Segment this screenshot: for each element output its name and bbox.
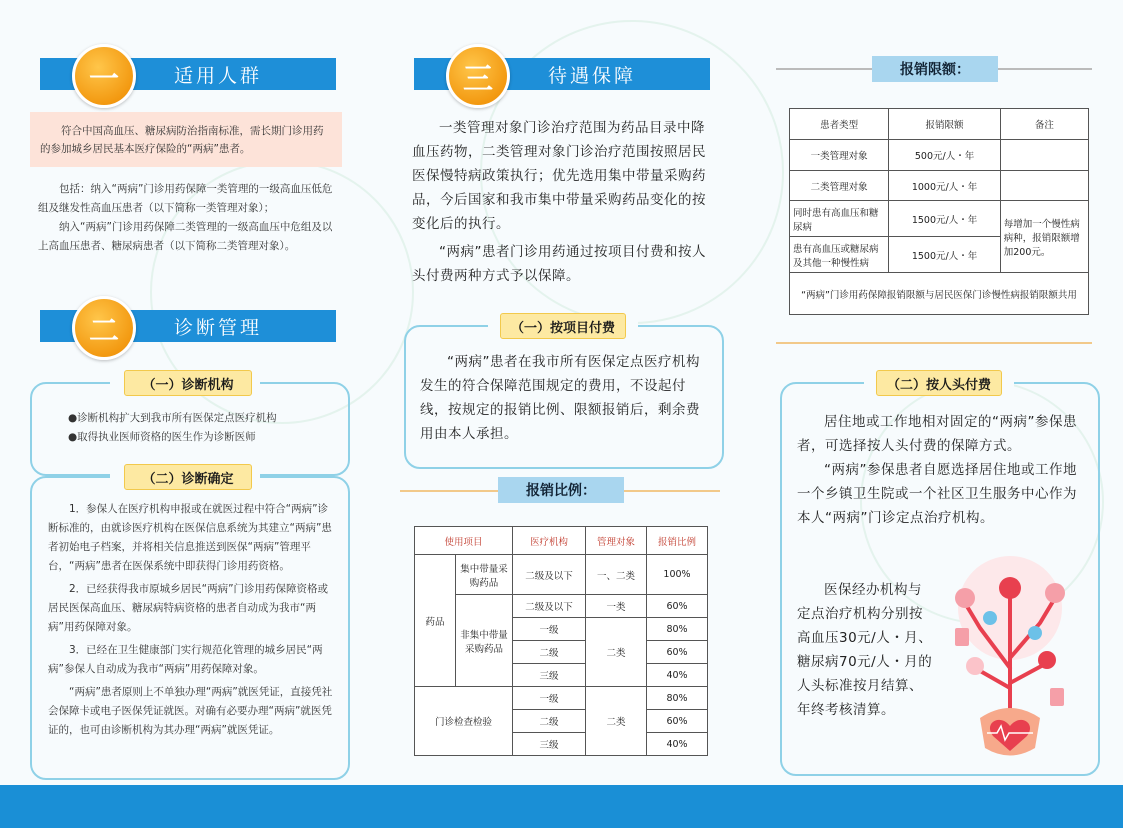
table-cell: 1500元/人・年 [889, 201, 1000, 237]
section-number-badge: 一 [72, 44, 136, 108]
eligibility-details [38, 180, 338, 256]
table-header: 使用项目 [415, 527, 513, 555]
diagnosis-item: “两病”患者原则上不单独办理“两病”就医凭证，直接凭社会保障卡或电子医保凭证就医。对确有必要办理“两病”就医凭证的，也可由诊断机构为其办理“两病”就医凭证。 [48, 686, 333, 736]
capitation-p3: 医保经办机构与定点治疗机构分别按高血压30元/人・月、糖尿病70元/人・月的人头标准按月结算、年终考核清算。 [797, 582, 933, 718]
institution-bullets [68, 409, 338, 447]
table-cell: 二级 [513, 641, 586, 664]
table-cell [1000, 140, 1088, 171]
subheading-capitation: （二）按人头付费 [876, 370, 1002, 396]
benefit-text [412, 116, 712, 288]
table-cell: 500元/人・年 [889, 140, 1000, 171]
table-cell: 门诊检查检验 [415, 687, 513, 756]
table-header: 备注 [1000, 109, 1088, 140]
table-cell: 60% [647, 595, 708, 618]
table-cell: 40% [647, 733, 708, 756]
table-cell: 40% [647, 664, 708, 687]
capitation-settlement [797, 578, 933, 722]
footer-bar [0, 785, 1123, 828]
benefit-payment-modes: “两病”患者门诊用药通过按项目付费和按人头付费两种方式予以保障。 [412, 244, 706, 284]
subheading-diagnosis-institution: （一）诊断机构 [124, 370, 252, 396]
table-cell-note: 每增加一个慢性病病种，报销限额增加200元。 [1000, 201, 1088, 273]
table-footer: “两病”门诊用药保障报销限额与居民医保门诊慢性病报销限额共用 [790, 273, 1089, 315]
diagnosis-item: 2．已经获得我市原城乡居民“两病”门诊用药保障资格或居民医保高血压、糖尿病特病资格的患者自动成为我市“两病”用药保障对象。 [48, 583, 329, 633]
item-payment-text [420, 350, 708, 446]
medical-tree-illustration [935, 548, 1085, 773]
table-header: 报销限额 [889, 109, 1000, 140]
table-cell: 二级及以下 [513, 595, 586, 618]
table-cell: 1500元/人・年 [889, 237, 1000, 273]
table-cell: 三级 [513, 664, 586, 687]
table-cell: 二类 [586, 618, 647, 687]
table-cell: 一、二类 [586, 555, 647, 595]
diagnosis-items [48, 500, 336, 740]
table-header: 管理对象 [586, 527, 647, 555]
table-cell: 同时患有高血压和糖尿病 [790, 201, 889, 237]
reimbursement-ratio-table [414, 526, 708, 756]
table-cell: 药品 [415, 555, 456, 687]
eligibility-highlight [30, 112, 342, 167]
item-payment-description: “两病”患者在我市所有医保定点医疗机构发生的符合保障范围规定的费用，不设起付线，按规定的报销比例、限额报销后，剩余费用由本人承担。 [420, 354, 700, 442]
table-cell: 一级 [513, 687, 586, 710]
table-header: 报销比例 [647, 527, 708, 555]
divider-line [776, 342, 1092, 344]
subheading-item-payment: （一）按项目付费 [500, 313, 626, 339]
eligibility-text: 符合中国高血压、糖尿病防治指南标准，需长期门诊用药的参加城乡居民基本医疗保险的“两病”患者。 [40, 125, 324, 155]
capitation-p1: 居住地或工作地相对固定的“两病”参保患者，可选择按人头付费的保障方式。 [797, 414, 1077, 454]
table-cell: 一类管理对象 [790, 140, 889, 171]
table-cell: 二类 [586, 687, 647, 756]
section-title: 诊断管理 [173, 316, 262, 339]
capitation-text [797, 410, 1083, 530]
section-number-badge: 二 [72, 296, 136, 360]
bullet-item: ●诊断机构扩大到我市所有医保定点医疗机构 [68, 412, 277, 424]
table-cell: 集中带量采购药品 [456, 555, 513, 595]
table-cell: 80% [647, 687, 708, 710]
class1-definition: 包括：纳入“两病”门诊用药保障一类管理的一级高血压低危组及继发性高血压患者（以下简称一类管理对象）； [38, 183, 333, 214]
table-cell: 三级 [513, 733, 586, 756]
section-title: 适用人群 [173, 64, 262, 87]
limit-label: 报销限额： [872, 56, 998, 82]
capitation-p2: “两病”参保患者自愿选择居住地或工作地一个乡镇卫生院或一个社区卫生服务中心作为本人“两病”门诊定点治疗机构。 [797, 462, 1077, 526]
section-title: 待遇保障 [547, 64, 636, 87]
diagnosis-item: 1．参保人在医疗机构申报或在就医过程中符合“两病”诊断标准的，由就诊医疗机构在医保信息系统为其建立“两病”患者初始电子档案，并将相关信息推送到医保“两病”管理平台，“两病”患者在医保系统中即获得门诊用药资格。 [48, 503, 332, 572]
class2-definition: 纳入“两病”门诊用药保障二类管理的一级高血压中危组及以上高血压患者、糖尿病患者（以下简称二类管理对象）。 [38, 221, 333, 252]
table-cell: 二级及以下 [513, 555, 586, 595]
table-cell: 二级 [513, 710, 586, 733]
table-cell: 非集中带量采购药品 [456, 595, 513, 687]
ratio-label: 报销比例： [498, 477, 624, 503]
table-cell: 60% [647, 710, 708, 733]
table-cell: 1000元/人・年 [889, 171, 1000, 201]
table-cell: 患有高血压或糖尿病及其他一种慢性病 [790, 237, 889, 273]
table-cell [1000, 171, 1088, 201]
benefit-scope: 一类管理对象门诊治疗范围为药品目录中降血压药物，二类管理对象门诊治疗范围按照居民医保慢特病政策执行；优先选用集中带量采购药品，今后国家和我市集中带量采购药品变化的按变化后的执行。 [412, 120, 706, 232]
table-cell: 一类 [586, 595, 647, 618]
table-cell: 60% [647, 641, 708, 664]
bullet-item: ●取得执业医师资格的医生作为诊断医师 [68, 431, 256, 443]
table-cell: 100% [647, 555, 708, 595]
table-cell: 80% [647, 618, 708, 641]
table-header: 患者类型 [790, 109, 889, 140]
table-cell: 一级 [513, 618, 586, 641]
reimbursement-limit-table [789, 108, 1089, 315]
section-number-badge: 三 [446, 44, 510, 108]
table-header: 医疗机构 [513, 527, 586, 555]
table-cell: 二类管理对象 [790, 171, 889, 201]
subheading-diagnosis-confirm: （二）诊断确定 [124, 464, 252, 490]
diagnosis-item: 3．已经在卫生健康部门实行规范化管理的城乡居民“两病”参保人自动成为我市“两病”用药保障对象。 [48, 644, 323, 675]
